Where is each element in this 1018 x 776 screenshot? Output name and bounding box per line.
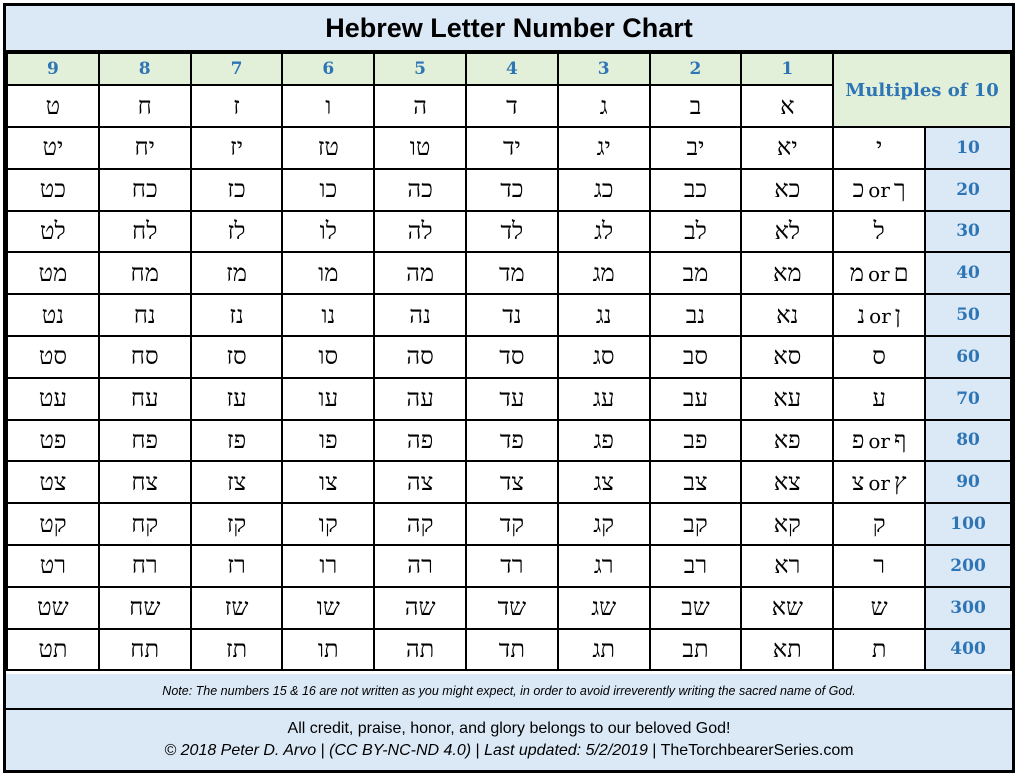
letter-combination: יא [741, 127, 833, 169]
table-row [7, 169, 1011, 211]
final-form: ץ [893, 467, 907, 496]
or-word: or [867, 261, 890, 286]
letter-combination: מב [650, 252, 742, 294]
letter-combination: נג [558, 294, 650, 336]
letter-combination: כד [466, 169, 558, 211]
column-number: 1 [741, 53, 833, 85]
multiple-letter [833, 629, 925, 671]
base-letter: ז [191, 85, 283, 127]
letter-combination: כח [99, 169, 191, 211]
letter-combination: לט [7, 211, 99, 253]
letter-combination: נז [191, 294, 283, 336]
letter-combination: שד [466, 587, 558, 629]
multiple-value: 200 [925, 545, 1011, 587]
letter-combination: רב [650, 545, 742, 587]
letter-combination: שג [558, 587, 650, 629]
footer-site-link[interactable]: TheTorchbearerSeries.com [660, 742, 854, 759]
letter-combination: רז [191, 545, 283, 587]
letter-form: פ [851, 425, 865, 454]
final-form: ף [894, 425, 907, 454]
column-number: 9 [7, 53, 99, 85]
letter-combination: סח [99, 336, 191, 378]
multiple-letter [833, 294, 925, 336]
table-row [7, 545, 1011, 587]
letter-combination: לח [99, 211, 191, 253]
letter-combination: שט [7, 587, 99, 629]
base-letter: ג [558, 85, 650, 127]
letter-combination: כב [650, 169, 742, 211]
letter-combination: מו [282, 252, 374, 294]
or-word: or [868, 470, 890, 495]
letter-combination: שז [191, 587, 283, 629]
footer-license: (CC BY-NC-ND 4.0) [329, 742, 472, 759]
letter-combination: פד [466, 420, 558, 462]
column-number: 3 [558, 53, 650, 85]
base-letter: ח [99, 85, 191, 127]
letter-combination: מד [466, 252, 558, 294]
letter-combination: יב [650, 127, 742, 169]
letter-combination: נח [99, 294, 191, 336]
multiple-letter [833, 503, 925, 545]
letter-combination: עה [374, 378, 466, 420]
letter-combination: תד [466, 629, 558, 671]
letter-combination: לג [558, 211, 650, 253]
letter-combination: שח [99, 587, 191, 629]
letter-combination: שב [650, 587, 742, 629]
letter-combination: קח [99, 503, 191, 545]
table-row [7, 503, 1011, 545]
table-row [7, 461, 1011, 503]
letter-combination: רא [741, 545, 833, 587]
multiple-value: 20 [925, 169, 1011, 211]
letter-combination: קט [7, 503, 99, 545]
multiple-letter [833, 420, 925, 462]
letter-combination: לב [650, 211, 742, 253]
letter-combination: מט [7, 252, 99, 294]
letter-form: נ [857, 300, 866, 329]
letter-combination: סט [7, 336, 99, 378]
letter-combination: סא [741, 336, 833, 378]
multiple-value: 70 [925, 378, 1011, 420]
letter-combination: טו [374, 127, 466, 169]
final-form: ן [894, 300, 901, 329]
letter-combination: צג [558, 461, 650, 503]
letter-combination: רה [374, 545, 466, 587]
final-form: ם [893, 258, 909, 287]
letter-combination: כט [7, 169, 99, 211]
base-letter: ד [466, 85, 558, 127]
letter-combination: יח [99, 127, 191, 169]
letter-combination: סה [374, 336, 466, 378]
footer-updated: Last updated: 5/2/2019 [484, 742, 648, 759]
letter-combination: צז [191, 461, 283, 503]
letter-form: כ [852, 175, 865, 204]
letter-combination: קו [282, 503, 374, 545]
multiple-letter [833, 587, 925, 629]
multiple-value: 50 [925, 294, 1011, 336]
letter-combination: מח [99, 252, 191, 294]
letter-combination: רט [7, 545, 99, 587]
letter-combination: כג [558, 169, 650, 211]
letter-combination: לז [191, 211, 283, 253]
letter-form: ק [872, 509, 886, 538]
final-form: ך [893, 175, 906, 204]
letter-form: ת [871, 634, 887, 663]
column-number: 5 [374, 53, 466, 85]
letter-combination: כא [741, 169, 833, 211]
multiple-value: 60 [925, 336, 1011, 378]
letter-combination: תו [282, 629, 374, 671]
letter-combination: יט [7, 127, 99, 169]
multiple-letter [833, 252, 925, 294]
letter-form: ס [872, 342, 886, 371]
letter-combination: פט [7, 420, 99, 462]
letter-combination: טז [282, 127, 374, 169]
letter-combination: עד [466, 378, 558, 420]
letter-combination: פה [374, 420, 466, 462]
letter-combination: כו [282, 169, 374, 211]
letter-form: ל [873, 216, 885, 245]
letter-combination: תה [374, 629, 466, 671]
letter-combination: שו [282, 587, 374, 629]
letter-combination: כז [191, 169, 283, 211]
letter-combination: סב [650, 336, 742, 378]
letter-combination: קז [191, 503, 283, 545]
table-row [7, 629, 1011, 671]
letter-combination: יז [191, 127, 283, 169]
letter-combination: מז [191, 252, 283, 294]
letter-combination: תא [741, 629, 833, 671]
letter-combination: עג [558, 378, 650, 420]
base-letter: ו [282, 85, 374, 127]
table-row [7, 127, 1011, 169]
or-word: or [868, 178, 890, 203]
table-row [7, 294, 1011, 336]
column-number: 2 [650, 53, 742, 85]
base-letter: ב [650, 85, 742, 127]
letter-combination: צח [99, 461, 191, 503]
letter-combination: פז [191, 420, 283, 462]
letter-combination: צו [282, 461, 374, 503]
letter-combination: קה [374, 503, 466, 545]
letter-combination: פו [282, 420, 374, 462]
footer [6, 710, 1012, 770]
letter-combination: יד [466, 127, 558, 169]
letter-combination: עב [650, 378, 742, 420]
letter-combination: פא [741, 420, 833, 462]
multiple-letter [833, 545, 925, 587]
letter-combination: קא [741, 503, 833, 545]
multiple-letter [833, 169, 925, 211]
table-row [7, 336, 1011, 378]
letter-combination: סז [191, 336, 283, 378]
letter-combination: מה [374, 252, 466, 294]
letter-combination: צד [466, 461, 558, 503]
footer-credits: © 2018 Peter D. Arvo | (CC BY-NC-ND 4.0) | Last updated: 5/2/2019 | TheTorchbearerSeries.com [164, 742, 854, 759]
base-letter: ה [374, 85, 466, 127]
letter-combination: שא [741, 587, 833, 629]
footer-dedication: All credit, praise, honor, and glory belongs to our beloved God! [287, 720, 731, 737]
letter-combination: פח [99, 420, 191, 462]
footer-copyright: © 2018 Peter D. Arvo [164, 742, 317, 759]
letter-combination: נא [741, 294, 833, 336]
multiple-value: 300 [925, 587, 1011, 629]
multiple-letter [833, 336, 925, 378]
letter-combination: תז [191, 629, 283, 671]
multiples-header: Multiples of 10 [833, 53, 1011, 127]
letter-form: צ [851, 467, 865, 496]
page-title: Hebrew Letter Number Chart [6, 6, 1012, 52]
letter-combination: נד [466, 294, 558, 336]
letter-combination: שה [374, 587, 466, 629]
base-letter: ט [7, 85, 99, 127]
multiple-value: 100 [925, 503, 1011, 545]
letter-form: מ [849, 258, 864, 287]
letter-combination: עא [741, 378, 833, 420]
letter-combination: צה [374, 461, 466, 503]
multiple-letter [833, 211, 925, 253]
footnote: Note: The numbers 15 & 16 are not written as you might expect, in order to avoid irreverently writing the sacred name of God. [6, 674, 1012, 710]
letter-combination: עז [191, 378, 283, 420]
multiple-value: 400 [925, 629, 1011, 671]
table-row [7, 211, 1011, 253]
letter-combination: נו [282, 294, 374, 336]
multiple-letter [833, 378, 925, 420]
or-word: or [868, 428, 890, 453]
column-number: 7 [191, 53, 283, 85]
letter-combination: קד [466, 503, 558, 545]
letter-combination: תג [558, 629, 650, 671]
letter-combination: מא [741, 252, 833, 294]
letter-combination: תב [650, 629, 742, 671]
table-body [7, 53, 1011, 670]
letter-combination: עט [7, 378, 99, 420]
multiple-letter [833, 127, 925, 169]
multiple-value: 90 [925, 461, 1011, 503]
chart-frame [3, 3, 1015, 773]
letter-combination: יג [558, 127, 650, 169]
letter-combination: סו [282, 336, 374, 378]
letter-combination: תח [99, 629, 191, 671]
letter-combination: נה [374, 294, 466, 336]
letter-combination: עח [99, 378, 191, 420]
letter-combination: סג [558, 336, 650, 378]
letter-combination: קג [558, 503, 650, 545]
column-number: 8 [99, 53, 191, 85]
letter-combination: פג [558, 420, 650, 462]
multiple-value: 10 [925, 127, 1011, 169]
column-number: 6 [282, 53, 374, 85]
multiple-value: 80 [925, 420, 1011, 462]
letter-combination: צט [7, 461, 99, 503]
or-word: or [869, 303, 891, 328]
letter-combination: נב [650, 294, 742, 336]
table-row [7, 252, 1011, 294]
number-table [6, 52, 1012, 671]
multiple-value: 30 [925, 211, 1011, 253]
column-number: 4 [466, 53, 558, 85]
letter-form: ר [873, 551, 886, 580]
letter-combination: סד [466, 336, 558, 378]
letter-combination: מג [558, 252, 650, 294]
letter-form: ע [872, 384, 886, 413]
table-row [7, 420, 1011, 462]
table-row [7, 587, 1011, 629]
letter-combination: צב [650, 461, 742, 503]
letter-combination: צא [741, 461, 833, 503]
letter-combination: קב [650, 503, 742, 545]
letter-combination: נט [7, 294, 99, 336]
base-letter: א [741, 85, 833, 127]
letter-combination: כה [374, 169, 466, 211]
letter-combination: עו [282, 378, 374, 420]
letter-combination: לה [374, 211, 466, 253]
letter-combination: רג [558, 545, 650, 587]
letter-combination: לו [282, 211, 374, 253]
letter-combination: רח [99, 545, 191, 587]
letter-combination: רד [466, 545, 558, 587]
letter-combination: לד [466, 211, 558, 253]
letter-form: ש [870, 593, 888, 622]
letter-combination: תט [7, 629, 99, 671]
multiple-letter [833, 461, 925, 503]
multiple-value: 40 [925, 252, 1011, 294]
letter-combination: לא [741, 211, 833, 253]
letter-combination: רו [282, 545, 374, 587]
letter-form: י [875, 133, 883, 162]
letter-combination: פב [650, 420, 742, 462]
table-row [7, 378, 1011, 420]
